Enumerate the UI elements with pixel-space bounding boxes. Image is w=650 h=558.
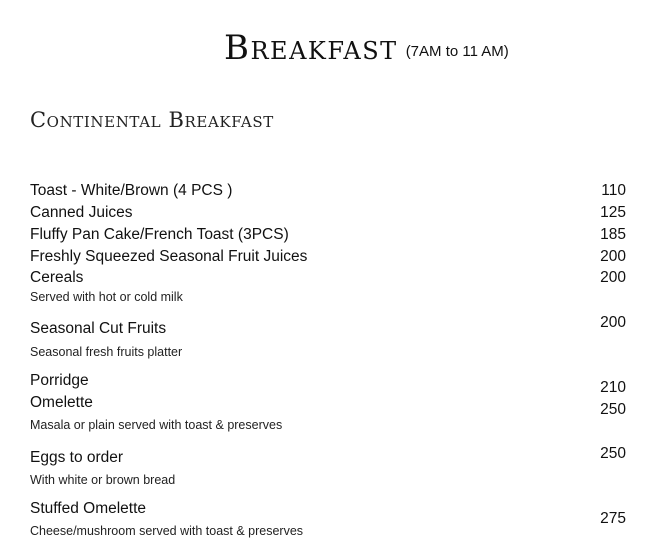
- menu-item-price: 185: [600, 226, 626, 243]
- menu-title: [224, 28, 509, 68]
- menu-item-price: 110: [601, 182, 626, 199]
- menu-item-name: Freshly Squeezed Seasonal Fruit Juices: [30, 248, 308, 265]
- menu-item-price: 210: [600, 379, 626, 396]
- section-heading: Continental Breakfast: [30, 108, 274, 132]
- menu-item-price: 250: [600, 445, 626, 462]
- menu-item-description: Masala or plain served with toast & preserves: [30, 418, 283, 432]
- menu-hours: (7AM to 11 AM): [405, 43, 509, 60]
- menu-item-price: 200: [600, 248, 626, 265]
- menu-item-name: Fluffy Pan Cake/French Toast (3PCS): [30, 226, 289, 243]
- menu-title-text: Breakfast: [224, 28, 398, 68]
- menu-item-name: Canned Juices: [30, 204, 133, 221]
- menu-item-name: Eggs to order: [30, 449, 124, 466]
- menu-item-price: 200: [600, 269, 626, 286]
- menu-item-name: Seasonal Cut Fruits: [30, 320, 167, 337]
- menu-item-name: Porridge: [30, 372, 89, 389]
- menu-item-description: With white or brown bread: [30, 473, 176, 487]
- menu-item-description: Served with hot or cold milk: [30, 290, 183, 304]
- menu-item-description: Cheese/mushroom served with toast & preserves: [30, 524, 304, 538]
- menu-item-price: 250: [600, 401, 626, 418]
- menu-item-name: Cereals: [30, 269, 84, 286]
- menu-item-name: Omelette: [30, 394, 93, 411]
- menu-item-description: Seasonal fresh fruits platter: [30, 345, 183, 359]
- menu-item-price: 125: [600, 204, 626, 221]
- menu-item-price: 275: [600, 510, 626, 527]
- menu-item-name: Stuffed Omelette: [30, 500, 147, 517]
- menu-item-name: Toast - White/Brown (4 PCS ): [30, 182, 233, 199]
- menu-item-price: 200: [600, 314, 626, 331]
